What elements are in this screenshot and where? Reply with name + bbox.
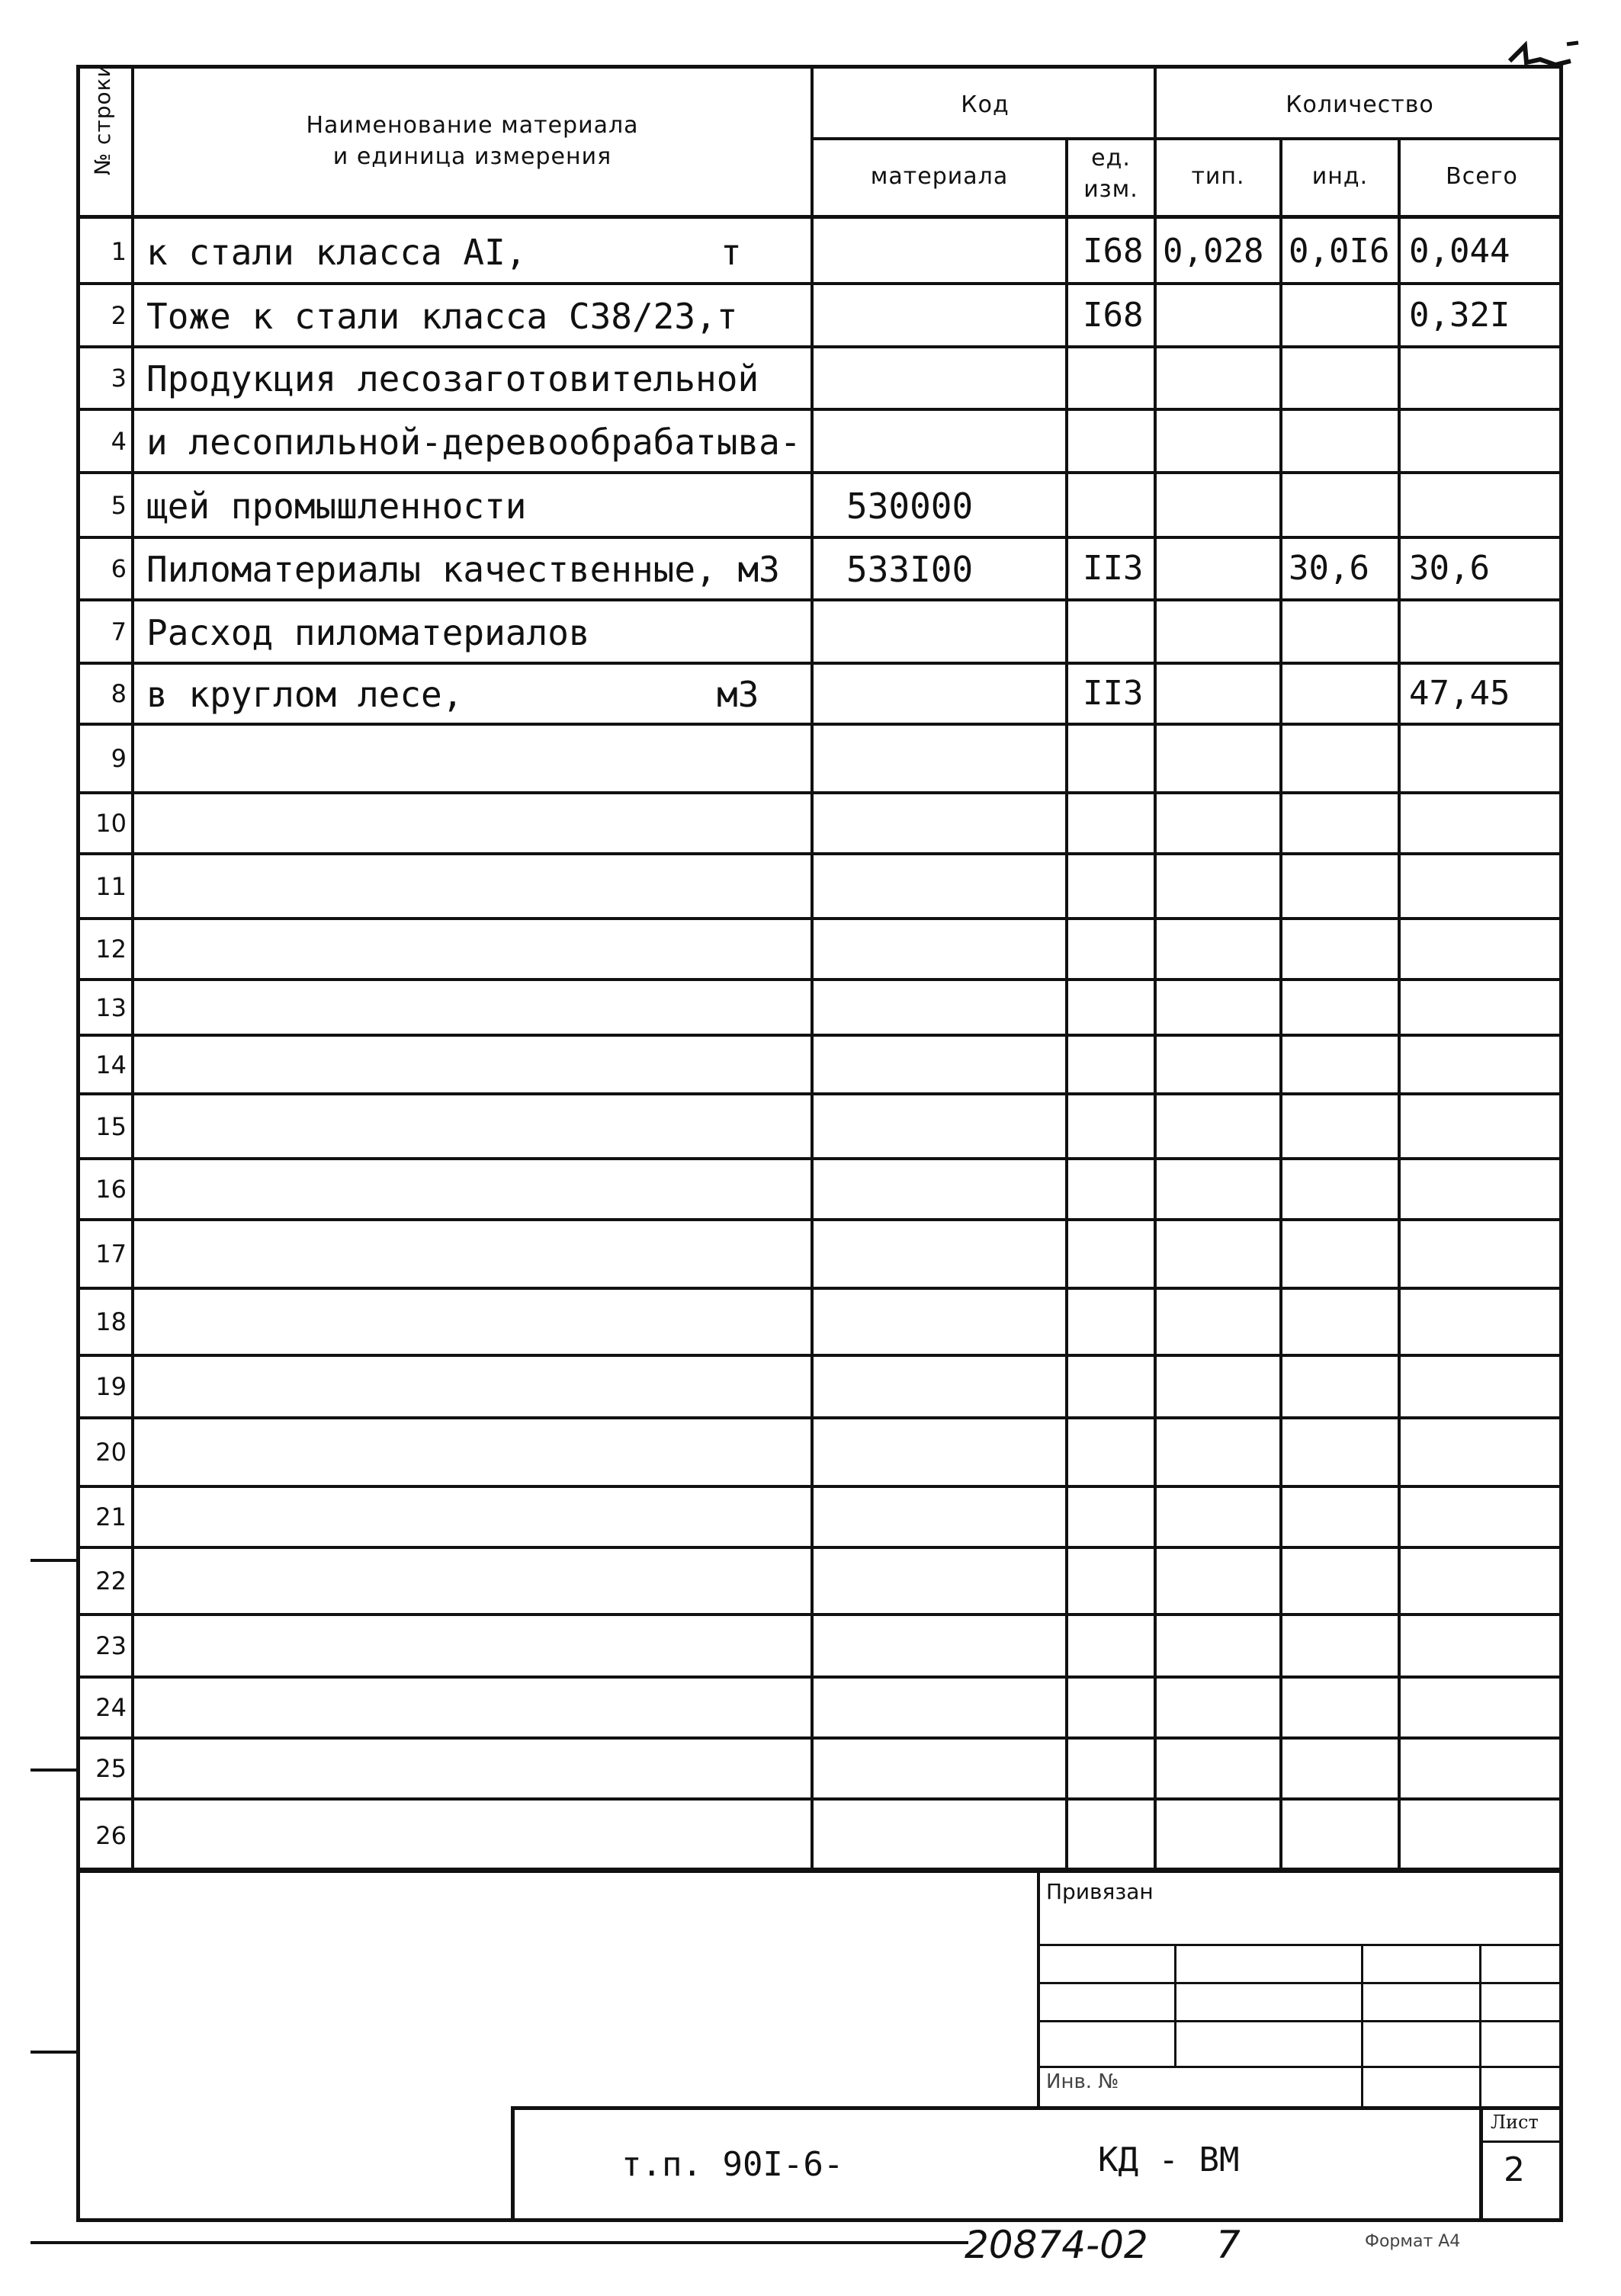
- header-qty-individual: инд.: [1311, 163, 1369, 190]
- row-number: 6: [111, 554, 127, 583]
- row-number: 20: [95, 1438, 127, 1467]
- margin-tick: [30, 2051, 78, 2054]
- bottom-rule: [30, 2241, 968, 2244]
- material-code: 533I00: [846, 549, 974, 590]
- stamp-sheet-label: Лист: [1491, 2112, 1539, 2133]
- row-number: 17: [95, 1239, 127, 1268]
- row-line: [76, 1485, 1563, 1488]
- stamp-line-4: [1037, 2066, 1563, 2068]
- row-line: [76, 345, 1563, 348]
- row-line: [76, 1870, 1563, 1873]
- stamp-sheet-line: [1479, 2140, 1563, 2143]
- row-number: 9: [111, 744, 127, 773]
- margin-tick: [30, 1559, 78, 1562]
- row-line: [76, 662, 1563, 665]
- unit-code: I68: [1083, 295, 1144, 335]
- page-number: 7: [1216, 2223, 1241, 2267]
- stamp-col-1: [1174, 1944, 1176, 2066]
- row-number: 10: [95, 809, 127, 838]
- row-number: 26: [95, 1820, 127, 1850]
- header-code-unit: ед. изм.: [1083, 145, 1138, 203]
- row-line: [76, 1287, 1563, 1290]
- material-unit: т: [721, 231, 742, 273]
- unit-code: II3: [1083, 549, 1144, 588]
- col-line-unit: [1154, 65, 1157, 1871]
- stamp-col-2: [1361, 1944, 1363, 2108]
- row-line: [76, 1613, 1563, 1616]
- row-number: 2: [111, 300, 127, 330]
- row-number: 4: [111, 426, 127, 456]
- material-unit: м3: [717, 674, 759, 715]
- row-line: [76, 1736, 1563, 1740]
- material-code: 530000: [846, 485, 974, 527]
- header-bottom-line: [76, 215, 1563, 219]
- stamp-main-left: [511, 2106, 515, 2222]
- row-number: 12: [95, 935, 127, 964]
- unit-code: I68: [1083, 231, 1144, 271]
- qty-total: 30,6: [1409, 549, 1490, 588]
- row-line: [76, 408, 1563, 411]
- qty-typical: 0,028: [1163, 231, 1264, 271]
- header-code-material: материала: [870, 163, 1009, 190]
- material-name: Расход пиломатериалов: [146, 611, 590, 653]
- stamp-line-2: [1037, 1982, 1563, 1984]
- row-number: 14: [95, 1050, 127, 1079]
- row-number: 7: [111, 617, 127, 646]
- row-line: [76, 1676, 1563, 1679]
- row-line: [76, 1546, 1563, 1549]
- corner-mark-icon: [1494, 38, 1601, 76]
- stamp-privyazan: Привязан: [1046, 1879, 1154, 1904]
- stamp-inventory-number: Инв. №: [1046, 2070, 1119, 2093]
- row-number: 19: [95, 1372, 127, 1401]
- stamp-sheet-number: 2: [1504, 2150, 1525, 2189]
- row-line: [76, 1416, 1563, 1419]
- qty-individual: 0,0I6: [1289, 231, 1390, 271]
- stamp-main-top: [511, 2106, 1563, 2110]
- col-line-ind: [1398, 137, 1401, 1871]
- unit-code: II3: [1083, 674, 1144, 713]
- stamp-line-1: [1037, 1944, 1563, 1946]
- row-number: 18: [95, 1307, 127, 1336]
- stamp-document-code-tail: КД - ВМ: [1098, 2140, 1240, 2179]
- row-number: 25: [95, 1754, 127, 1783]
- row-number: 15: [95, 1111, 127, 1141]
- stamp-document-code: т.п. 90I-6-: [621, 2145, 844, 2184]
- material-name: в круглом лесе,: [146, 674, 464, 715]
- row-number: 13: [95, 992, 127, 1022]
- material-name: Пиломатериалы качественные, м3: [146, 549, 780, 590]
- stamp-sheet-divider: [1479, 2106, 1483, 2222]
- row-number: 5: [111, 490, 127, 520]
- row-line: [76, 598, 1563, 601]
- material-name: к стали класса АI,: [146, 231, 527, 273]
- margin-tick: [30, 1768, 78, 1772]
- qty-total: 0,044: [1409, 231, 1510, 271]
- row-line: [76, 723, 1563, 726]
- row-line: [76, 1092, 1563, 1095]
- row-line: [76, 1354, 1563, 1357]
- row-line: [76, 917, 1563, 920]
- archive-number: 20874-02: [965, 2223, 1148, 2267]
- row-number: 16: [95, 1175, 127, 1204]
- stamp-line-3: [1037, 2020, 1563, 2022]
- col-line-rowno: [131, 65, 134, 1871]
- row-number: 1: [111, 236, 127, 266]
- row-line: [76, 791, 1563, 794]
- row-line: [76, 1157, 1563, 1160]
- row-number: 3: [111, 364, 127, 393]
- header-quantity-group: Количество: [1286, 91, 1434, 118]
- col-line-typ: [1279, 137, 1282, 1871]
- row-line: [76, 978, 1563, 981]
- qty-individual: 30,6: [1289, 549, 1369, 588]
- material-name: щей промышленности: [146, 485, 527, 527]
- row-line: [76, 1218, 1563, 1221]
- header-subline: [810, 137, 1563, 140]
- header-qty-typical: тип.: [1191, 163, 1245, 190]
- row-line: [76, 471, 1563, 474]
- row-line: [76, 282, 1563, 285]
- row-line: [76, 852, 1563, 855]
- row-number: 21: [95, 1502, 127, 1531]
- row-line: [76, 1797, 1563, 1801]
- qty-total: 0,32I: [1409, 295, 1510, 335]
- header-material-name: Наименование материала и единица измерения: [306, 112, 639, 170]
- header-row-number: № строки: [90, 63, 115, 175]
- format-label: Формат А4: [1365, 2232, 1461, 2251]
- material-name: Продукция лесозаготовительной: [146, 358, 759, 399]
- material-name: и лесопильной-деревообрабатыва-: [146, 421, 801, 463]
- col-line-name: [810, 65, 814, 1871]
- stamp-col-3: [1479, 1944, 1481, 2108]
- row-number: 22: [95, 1566, 127, 1595]
- header-code-group: Код: [961, 91, 1010, 118]
- row-number: 11: [95, 871, 127, 901]
- header-qty-total: Всего: [1446, 163, 1518, 190]
- row-line: [76, 536, 1563, 539]
- row-number: 23: [95, 1631, 127, 1660]
- col-line-code: [1065, 137, 1068, 1871]
- material-name: Тоже к стали класса С38/23,т: [146, 295, 738, 337]
- stamp-left-divider: [1037, 1868, 1040, 2108]
- row-line: [76, 1034, 1563, 1037]
- qty-total: 47,45: [1409, 674, 1510, 713]
- row-number: 24: [95, 1693, 127, 1722]
- row-number: 8: [111, 679, 127, 708]
